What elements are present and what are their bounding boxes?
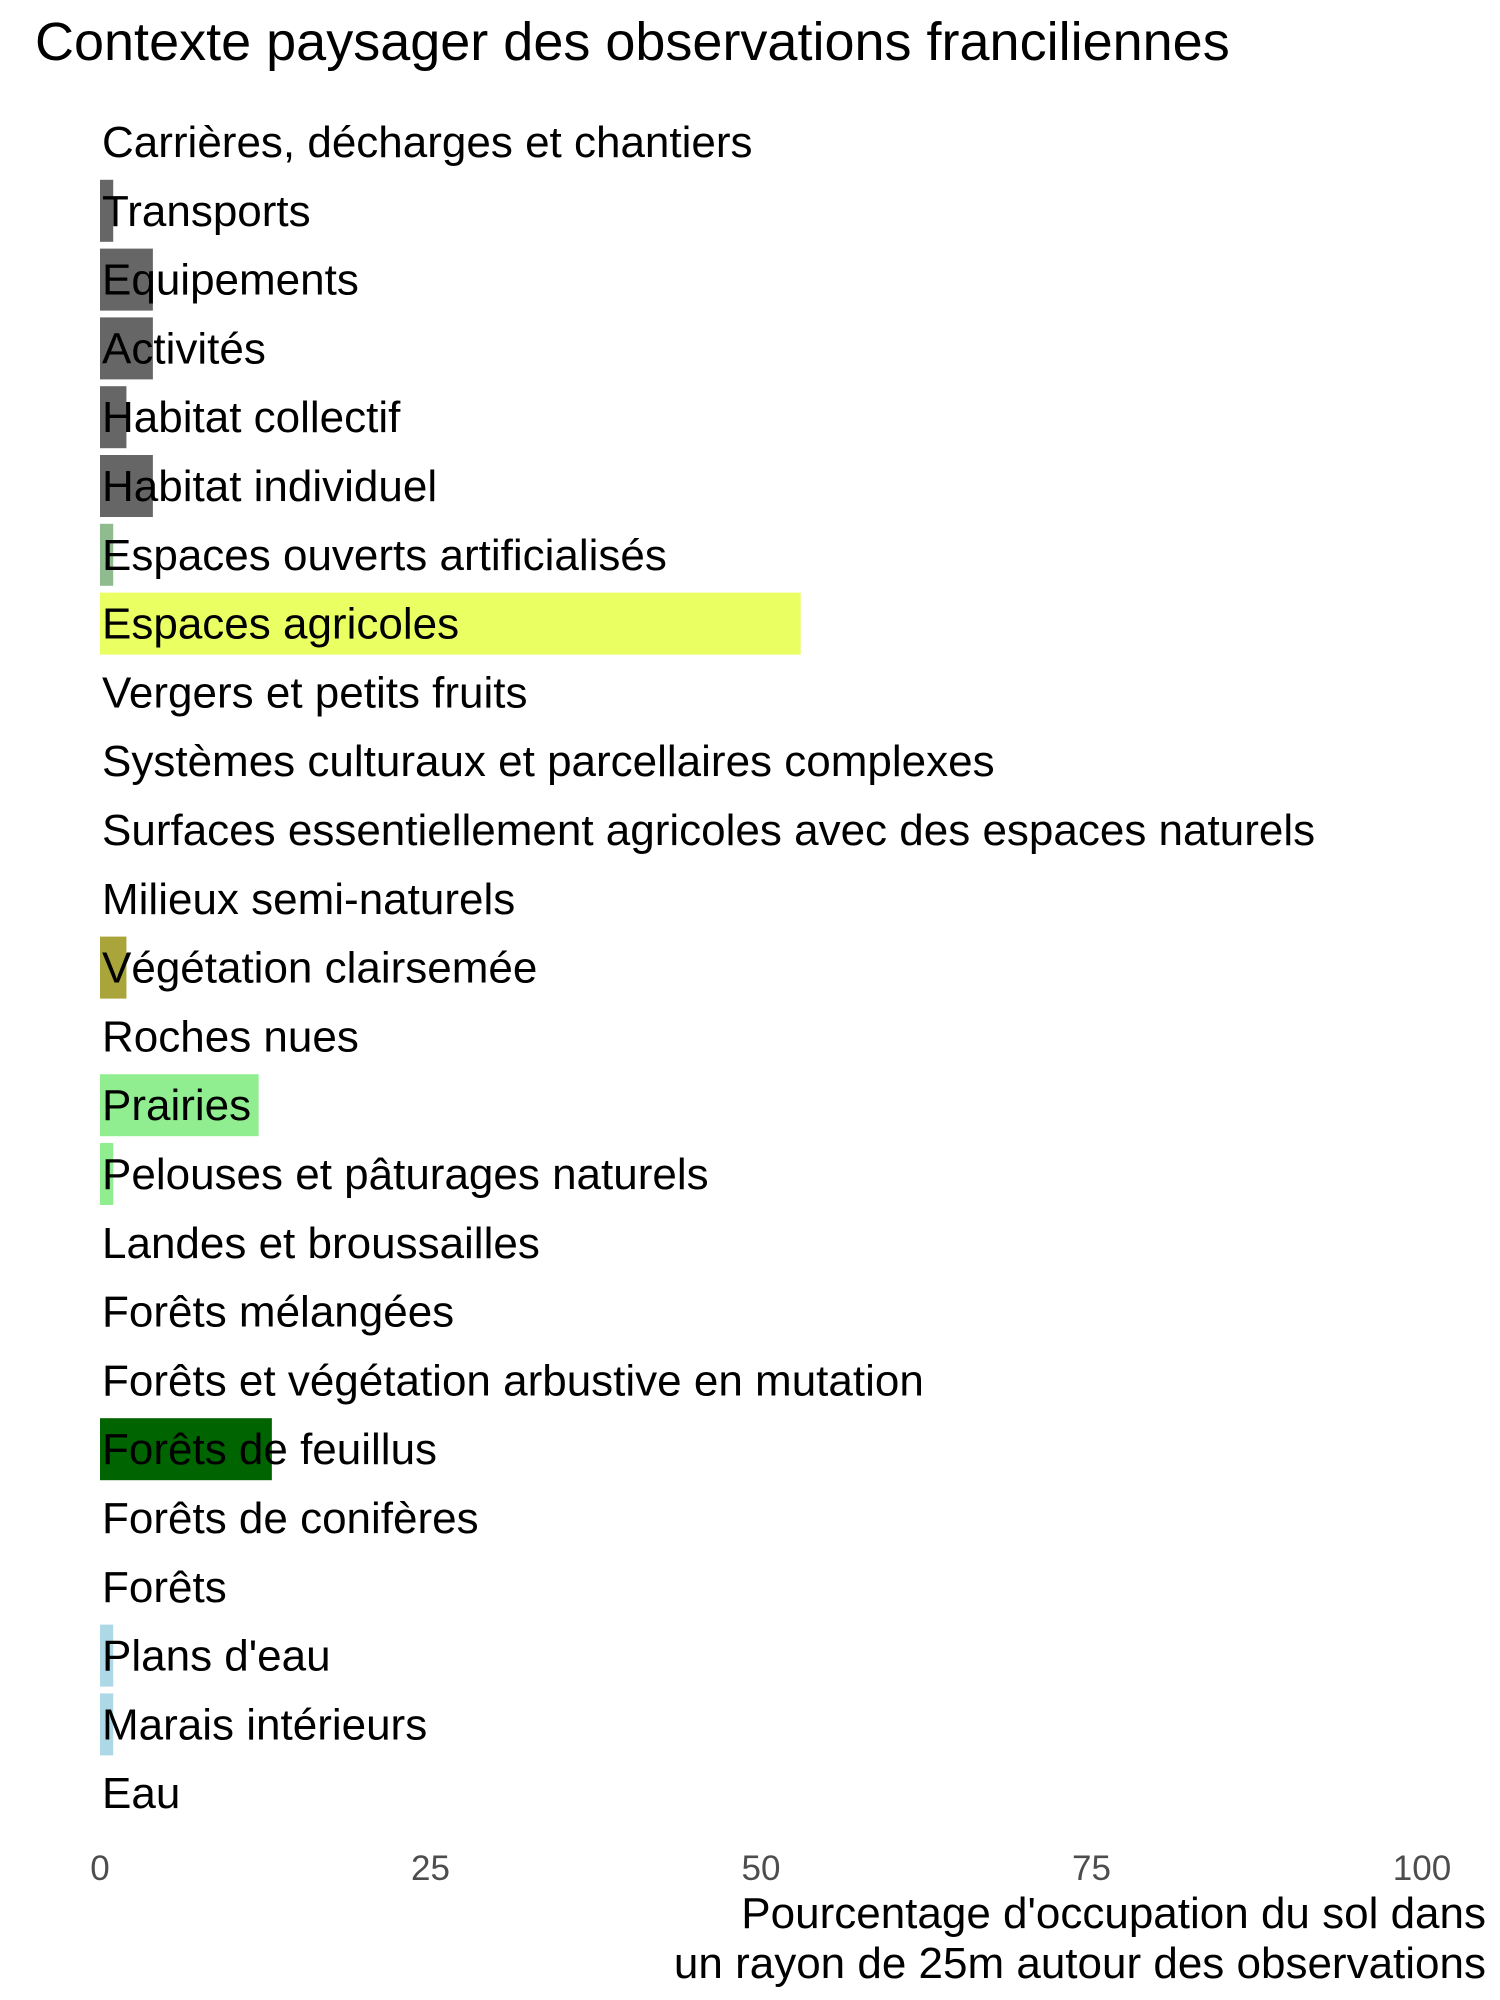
x-tick-label: 50 bbox=[741, 1849, 781, 1888]
chart-title: Contexte paysager des observations franciliennes bbox=[35, 12, 1230, 72]
category-label: Prairies bbox=[102, 1081, 252, 1131]
category-label: Forêts mélangées bbox=[102, 1287, 455, 1337]
category-label: Forêts de feuillus bbox=[102, 1425, 438, 1475]
category-label: Marais intérieurs bbox=[102, 1700, 428, 1750]
x-tick-label: 75 bbox=[1072, 1849, 1111, 1888]
category-label: Roches nues bbox=[102, 1012, 359, 1062]
category-label: Landes et broussailles bbox=[102, 1218, 540, 1268]
x-axis-title-line2: un rayon de 25m autour des observations bbox=[673, 1939, 1486, 1988]
category-label: Végétation clairsemée bbox=[102, 943, 538, 993]
category-label: Forêts et végétation arbustive en mutation bbox=[102, 1356, 924, 1406]
x-axis-title-line1: Pourcentage d'occupation du sol dans bbox=[741, 1889, 1486, 1938]
x-tick-label: 25 bbox=[411, 1849, 450, 1888]
category-label: Eau bbox=[102, 1769, 181, 1819]
category-label: Forêts bbox=[102, 1562, 227, 1612]
category-label: Pelouses et pâturages naturels bbox=[102, 1150, 709, 1199]
category-label: Equipements bbox=[102, 255, 359, 305]
category-label: Espaces agricoles bbox=[102, 599, 460, 649]
category-label: Activités bbox=[102, 324, 266, 374]
category-label: Espaces ouverts artificialisés bbox=[102, 530, 667, 580]
x-tick-label: 0 bbox=[90, 1849, 110, 1888]
category-label: Systèmes culturaux et parcellaires complexes bbox=[102, 737, 995, 787]
category-label: Transports bbox=[102, 186, 311, 236]
category-labels bbox=[102, 118, 1315, 1818]
x-tick-label: 100 bbox=[1392, 1849, 1452, 1888]
category-label: Surfaces essentiellement agricoles avec des espaces naturels bbox=[102, 806, 1316, 855]
category-label: Forêts de conifères bbox=[102, 1494, 479, 1543]
category-label: Carrières, décharges et chantiers bbox=[102, 118, 753, 167]
x-axis-ticks bbox=[90, 1849, 1451, 1888]
category-label: Vergers et petits fruits bbox=[102, 668, 528, 718]
category-label: Habitat individuel bbox=[102, 462, 438, 511]
category-label: Milieux semi-naturels bbox=[102, 874, 516, 924]
category-label: Plans d'eau bbox=[102, 1631, 331, 1681]
category-label: Habitat collectif bbox=[102, 393, 401, 443]
